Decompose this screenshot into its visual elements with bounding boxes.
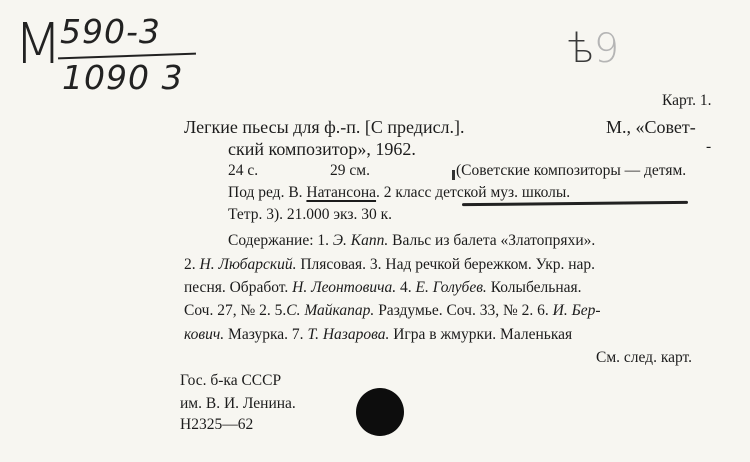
- contents-text: Мазурка. 7.: [224, 326, 308, 343]
- contents-author-name: И. Бер-: [552, 302, 601, 319]
- contents-text: Раздумье. Соч. 33, № 2. 6.: [374, 302, 553, 319]
- contents-author-name: кович.: [184, 326, 225, 343]
- corner-mark-dark: ѣ: [568, 26, 594, 72]
- contents-text: Вальс из балета «Златопряхи».: [388, 232, 596, 249]
- entry-publisher-line1: М., «Совет-: [606, 117, 696, 137]
- contents-text: Игра в жмурки. Маленькая: [389, 326, 573, 343]
- contents-text: песня. Обработ.: [184, 279, 293, 296]
- contents-author-name: Н. Любарский.: [199, 256, 297, 273]
- contents-text: Плясовая. 3. Над речкой бережком. Укр. нар.: [296, 256, 596, 273]
- contents-line2: [184, 256, 595, 274]
- desc-line2: [228, 184, 570, 202]
- entry-title-line2: ский композитор», 1962.: [228, 139, 416, 159]
- entry-dash: -: [706, 138, 712, 155]
- handwritten-bottom-number: 1090 3: [62, 58, 184, 97]
- library-line1: Гос. б-ка СССР: [180, 372, 282, 389]
- corner-mark-faint: 9: [593, 26, 619, 72]
- library-line2: им. В. И. Ленина.: [180, 395, 296, 412]
- entry-title-line1: Легкие пьесы для ф.-п. [С предисл.].: [184, 117, 465, 137]
- contents-text: 2.: [184, 256, 200, 273]
- contents-line1-text: [314, 232, 596, 249]
- desc-line2-a: Под ред. В.: [228, 184, 307, 201]
- contents-author-name: С. Майкапар.: [286, 302, 375, 319]
- contents-line1: [228, 232, 595, 250]
- ink-blot: [356, 388, 404, 436]
- contents-text: Колыбельная.: [486, 279, 582, 296]
- continued-next-card: См. след. карт.: [596, 349, 693, 366]
- contents-author-name: Э. Капп.: [332, 232, 389, 249]
- contents-line3: [184, 279, 582, 297]
- desc-line3: Тетр. 3). 21.000 экз. 30 к.: [228, 206, 393, 223]
- desc-editor-name: Натансона: [306, 184, 377, 201]
- contents-text: 1.: [313, 232, 333, 249]
- contents-line5: [184, 326, 572, 344]
- contents-author-name: Е. Голубев.: [415, 279, 487, 296]
- pen-tick-mark: [452, 170, 455, 180]
- handwritten-top-number: 590-3: [60, 12, 161, 51]
- desc-size: 29 см.: [330, 162, 370, 179]
- handwritten-letter: М: [14, 12, 61, 77]
- contents-text: Соч. 27, № 2. 5.: [184, 302, 287, 319]
- card-number-label: Карт. 1.: [662, 92, 712, 109]
- handwritten-corner-mark: [568, 26, 618, 72]
- contents-label: Содержание:: [228, 232, 314, 249]
- library-line3: Н2325—62: [180, 416, 254, 433]
- contents-author-name: Н. Леонтовича.: [292, 279, 397, 296]
- desc-line2-b: . 2 класс детской муз. школы.: [376, 184, 571, 201]
- contents-author-name: Т. Назарова.: [307, 326, 390, 343]
- contents-line4: [184, 302, 601, 320]
- desc-series: (Советские композиторы — детям.: [456, 162, 687, 179]
- desc-pages: 24 с.: [228, 162, 259, 179]
- contents-text: 4.: [396, 279, 416, 296]
